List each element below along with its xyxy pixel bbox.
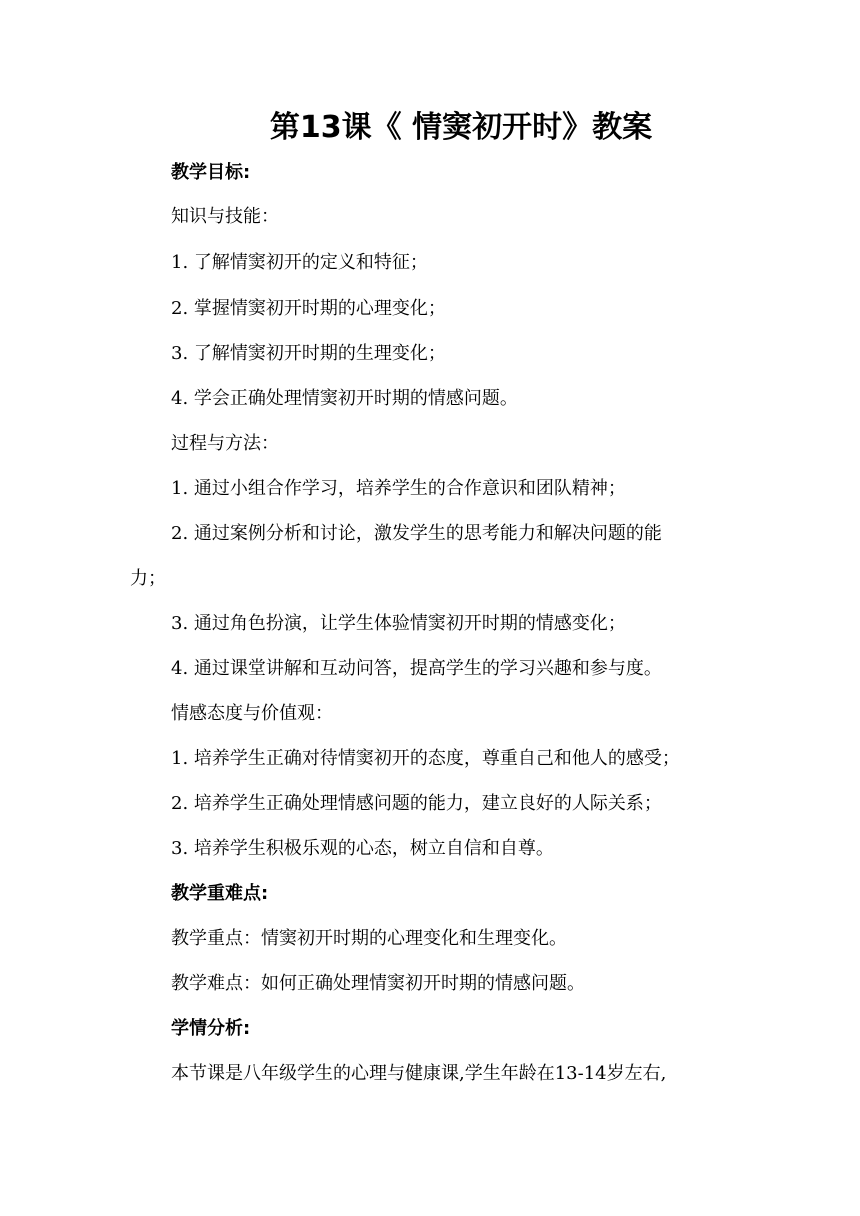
key-points-heading: 教学重难点: [171,883,269,904]
process-heading: 过程与方法： [171,433,279,454]
difficult-point-text: 教学难点：如何正确处理情窦初开时期的情感问题。 [171,973,585,994]
analysis-text: 本节课是八年级学生的心理与健康课,学生年龄在13-14岁左右, [171,1063,667,1084]
process-item-2-continued: 力； [130,568,166,589]
knowledge-item-1: 1. 了解情窦初开的定义和特征； [171,252,428,273]
values-item-1: 1. 培养学生正确对待情窦初开的态度，尊重自己和他人的感受； [171,748,680,769]
process-item-4: 4. 通过课堂讲解和互动问答，提高学生的学习兴趣和参与度。 [171,658,662,679]
process-item-1: 1. 通过小组合作学习，培养学生的合作意识和团队精神； [171,478,626,499]
objectives-heading: 教学目标: [171,162,251,183]
key-point-text: 教学重点：情窦初开时期的心理变化和生理变化。 [171,928,567,949]
analysis-heading: 学情分析: [171,1018,251,1039]
document-title: 第13课《 情窦初开时》教案 [269,110,653,145]
process-item-3: 3. 通过角色扮演，让学生体验情窦初开时期的情感变化； [171,613,626,634]
values-item-2: 2. 培养学生正确处理情感问题的能力，建立良好的人际关系； [171,793,662,814]
values-item-3: 3. 培养学生积极乐观的心态，树立自信和自尊。 [171,838,554,859]
knowledge-item-2: 2. 掌握情窦初开时期的心理变化； [171,298,446,319]
process-item-2: 2. 通过案例分析和讨论，激发学生的思考能力和解决问题的能 [171,523,662,544]
knowledge-item-4: 4. 学会正确处理情窦初开时期的情感问题。 [171,388,518,409]
knowledge-heading: 知识与技能： [171,206,279,227]
knowledge-item-3: 3. 了解情窦初开时期的生理变化； [171,343,446,364]
values-heading: 情感态度与价值观： [171,703,333,724]
